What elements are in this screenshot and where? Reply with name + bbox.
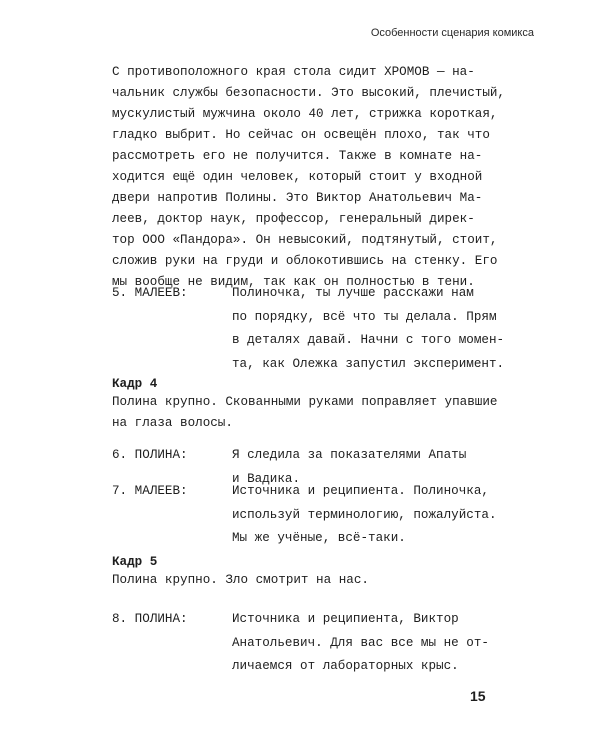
frame-description [112,570,369,591]
dialogue-text [232,608,489,679]
dialogue-speaker: 5. МАЛЕЕВ: [112,286,188,300]
dialogue-speaker: 8. ПОЛИНА: [112,612,188,626]
text-line: леев, доктор наук, профессор, генеральный дирек- [112,212,475,226]
dialogue-speaker: 7. МАЛЕЕВ: [112,484,188,498]
text-line: по порядку, всё что ты делала. Прям [232,309,497,324]
text-line: на глаза волосы. [112,416,233,430]
text-line: личаемся от лабораторных крыс. [232,659,459,673]
text-line: Я следила за показателями Апаты [232,448,467,462]
page-number: 15 [470,688,486,704]
text-line: ходится ещё один человек, который стоит у входной [112,170,483,184]
text-line: мы вообще не видим, так как он полностью в тени. [112,275,475,289]
text-line: сложив руки на груди и облокотившись на стенку. Его [112,254,498,268]
text-line: Полиночка, ты лучше расскажи нам [232,286,474,300]
intro-paragraph [112,62,505,293]
text-line: в деталях давай. Начни с того момен- [232,333,505,347]
text-line: Источника и реципиента, Виктор [232,612,459,626]
frame-title: Кадр 5 [112,555,158,569]
text-line: и Вадика. [232,471,301,486]
text-line: мускулистый мужчина около 40 лет, стрижка короткая, [112,107,498,121]
dialogue-text [232,282,504,376]
text-line: используй терминологию, пожалуйста. [232,507,497,522]
dialogue-speaker: 6. ПОЛИНА: [112,448,188,462]
frame-description [112,392,497,434]
text-line: тор ООО «Пандора». Он невысокий, подтянутый, стоит, [112,233,498,247]
text-line: гладко выбрит. Но сейчас он освещён плохо, так что [112,128,490,142]
text-line: Мы же учёные, всё-таки. [232,531,406,545]
text-line: Анатольевич. Для вас все мы не от- [232,635,489,650]
dialogue-text [232,480,497,551]
text-line: рассмотреть его не получится. Также в комнате на- [112,149,483,163]
text-line: С противоположного края стола сидит ХРОМОВ — на- [112,65,475,79]
text-line: Источника и реципиента. Полиночка, [232,484,489,498]
text-line: чальник службы безопасности. Это высокий, плечистый, [112,86,505,100]
text-line: Полина крупно. Зло смотрит на нас. [112,573,369,587]
running-header: Особенности сценария комикса [370,27,534,39]
text-line: Полина крупно. Скованными руками поправляет упавшие [112,395,498,409]
text-line: двери напротив Полины. Это Виктор Анатольевич Ма- [112,191,483,205]
frame-title: Кадр 4 [112,377,158,391]
text-line: та, как Олежка запустил эксперимент. [232,356,505,371]
